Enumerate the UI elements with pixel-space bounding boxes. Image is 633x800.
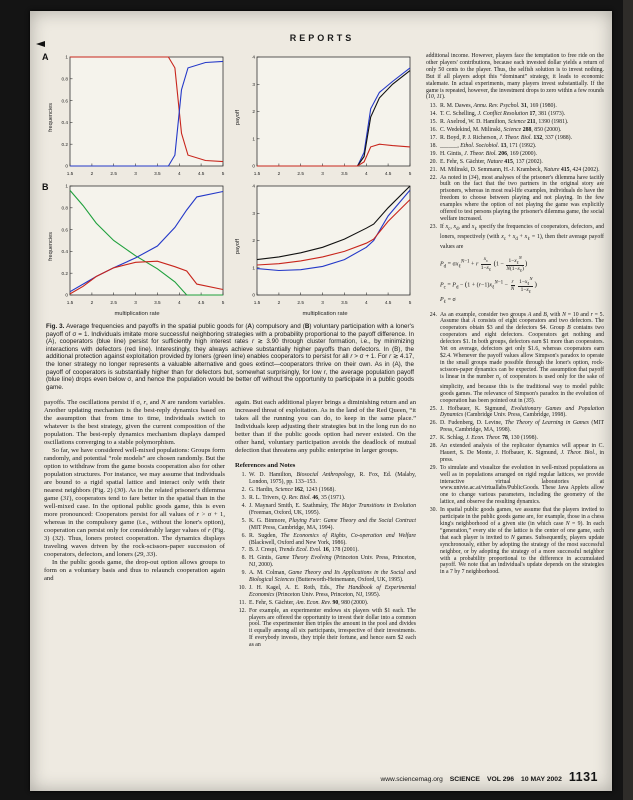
svg-text:1.5: 1.5 [66,300,74,305]
reference-item [426,435,604,442]
svg-text:1.5: 1.5 [66,171,74,176]
svg-text:4: 4 [252,54,255,60]
reference-item [426,224,604,251]
reference-item [235,547,416,554]
reference-number: 10. [238,584,246,591]
body-column-left [44,399,225,650]
svg-text:0.6: 0.6 [61,227,68,233]
reference-text: J. Maynard Smith, E. Szathmáry, The Major Transitions in Evolution (Freeman, Oxford, UK, 1995). [249,502,416,516]
svg-text:0: 0 [65,292,68,298]
reference-text: ______, Ethol. Sociobiol. 13, 171 (1992). [440,142,537,149]
reference-text: M. Milinski, D. Semmann, H.-J. Krambeck, Nature 415, 424 (2002). [440,166,600,173]
reference-item [235,600,416,607]
reference-text: For example, an experimenter endows six players with $1 each. The players are offered the opportunity to invest their dollar into a common pool. The experimenter then triples the amount in the pool and divides it equally among all six participants, irrespective of their investments. If everybody invests, they triple their fortune, and hence earn $2 each as an [249,607,416,649]
svg-text:1.5: 1.5 [253,171,261,176]
page-content [42,52,605,650]
scan-edge [623,0,633,800]
reference-text: G. Hardin, Science 162, 1243 (1968). [249,487,336,494]
equation: $P_d = \sigma x_\ell^{N-1} + r$ $x_c$ $1-x_\ell$ (1 − $1-x_\ell^N$ $N(1-x_\ell)$ ) [440,254,528,273]
svg-text:4: 4 [364,171,368,176]
y-axis-label-payoff: payoff [234,238,241,255]
reference-item [235,495,416,502]
reference-number: 4. [241,502,246,509]
reference-text: As noted in (34), most analyses of the prisoner's dilemma have tacitly built on the fact that the two partners in the original story are prisoners, whereas in most real-life examples, individuals do have the freedom to choose between playing and not playing. In the few examples where the option of not playing the game was explicitly offered to test persons playing the prisoner's dilemma game, the social welfare increased. [440,174,604,222]
figure-row-a [46,53,416,182]
reference-number: 2. [241,487,246,494]
svg-text:4.5: 4.5 [197,171,205,176]
running-head: REPORTS [289,33,355,43]
equation: $P_\ell = \sigma$ [440,297,456,306]
reference-item [426,143,604,150]
reference-number: 7. [241,547,246,554]
chart-b-payoff [242,182,414,311]
paragraph: payoffs. The oscillations persist if σ, r, and N are random variables. Another updating mechanism is the best-reply dynamics based on the assumption that from time to time, individuals switch to whatever is the best strategy, given the current composition of the population. The best-reply dynamics mechanism displays damped oscillations converging to a stable polymorphism. [44,399,226,447]
svg-text:2: 2 [252,109,255,115]
reference-number: 27. [429,435,437,442]
svg-text:3: 3 [252,82,255,87]
svg-text:3: 3 [134,300,137,305]
reference-item [426,127,604,134]
reference-number: 23. [429,223,437,230]
svg-text:3.5: 3.5 [154,300,161,305]
svg-text:4: 4 [177,300,181,305]
svg-text:3: 3 [134,171,137,176]
svg-text:0.4: 0.4 [61,120,68,126]
reference-item [235,487,416,494]
svg-text:4: 4 [252,183,255,189]
footer-volume: VOL 296 [486,776,515,783]
reference-item [426,167,604,174]
equation: $P_c = P_d - (1 + (r-1)x_\ell^{N-1}$ − $\frac{r}{N}$ $1-x_\ell^N$ $1-x_\ell$ ) [440,276,537,295]
reference-number: 21. [429,166,437,173]
reference-number: 18. [429,142,437,149]
svg-text:1: 1 [65,183,68,189]
reference-item [426,111,604,118]
svg-text:3: 3 [252,211,255,216]
reference-item [426,312,604,405]
page-footer [380,770,598,784]
svg-text:2.5: 2.5 [110,300,117,305]
reference-item [426,159,604,166]
reference-text: To simulate and visualize the evolution in well-mixed populations as well as in populations arranged on rigid regular lattices, we provide interactive virtual laboratories at www.univie.ac.at/virtuallabs/PublicGoods. These Java Applets allow one to change various parameters, including the geometry of the lattice, and observe the resulting dynamics. [440,464,604,506]
reference-item [426,406,604,420]
reference-number: 29. [429,464,437,471]
svg-text:2.5: 2.5 [110,171,117,176]
reference-number: 30. [429,507,437,514]
section-marker-icon [36,41,45,47]
figure-3 [44,53,416,317]
svg-text:2: 2 [277,300,281,305]
panel-b-label: B [42,182,49,192]
svg-text:2: 2 [252,238,255,244]
reference-text: W. D. Hamilton, Biosocial Anthropology, R. Fox, Ed. (Malaby, London, 1975), pp. 133–153. [249,472,416,486]
reference-item [426,103,604,110]
svg-text:1: 1 [252,265,255,271]
reference-item [235,608,416,649]
reference-number: 11. [238,599,246,606]
reference-number: 15. [429,119,437,126]
svg-text:2.5: 2.5 [297,171,304,176]
chart-b-frequencies [55,182,227,311]
journal-page [30,11,612,791]
reference-text: R. L. Trivers, Q. Rev. Biol. 46, 35 (1971). [249,495,346,502]
x-axis-label: multiplication rate [114,311,160,317]
paragraph: So far, we have considered well-mixed populations: Groups form randomly, and potential “role models” are chosen randomly. But the option to withdraw from the game boosts cooperation also for other population structures. For instance, we may assume that individuals are bound to a rigid spatial lattice and interact only with their nearest neighbors (Fig. 2) (30). As in the related prisoner's dilemma game (31), cooperators tend to fare better in the spatial than in the well-mixed case. In the optional public goods game, this is even more pronounced: Cooperators persist for all values of r > σ + 1, whereas in the compulsory game (i.e., without the loner's option), cooperation can persist only for considerably larger values of r (Fig. 3) (32). Thus, loners protect cooperation. The dynamics displays traveling waves driven by the rock-scissors-paper succession of cooperators, defectors, and loners (29, 33). [44,447,226,559]
svg-text:5: 5 [221,300,225,305]
svg-text:1.5: 1.5 [253,300,261,305]
reference-number: 19. [429,150,437,157]
reference-number: 8. [241,555,246,562]
svg-text:3: 3 [321,300,324,305]
reference-number: 20. [429,158,437,165]
references-column-right [426,53,604,650]
reference-text: E. Fehr, S. Gächter, Nature 415, 137 (2002). [440,158,543,165]
reference-text: As an example, consider two groups A and B, with N = 10 and r = 5. Assume that A consists of eight cooperators and two defectors. The cooperators obtain $3 and the defectors $4. Group B contains two cooperators and eight defectors. Cooperators get nothing and defectors $1. In both groups, defectors earn $1 more than cooperators. Yet on average, defectors get only $1.6, whereas cooperators earn $2.4. Whenever the payoff values allow Simpson's paradox to operate in the small groups made possible through the loner's option, rock-scissors-paper dynamics can be expected. The assumption that payoff is linear in the number $n_c$ of cooperators is used only for the sake of simplicity, and because this is the traditional way to model public goods games. The relevance of Simpson's paradox in the evolution of cooperation has been pointed out in (35). [440,311,605,404]
svg-text:4.5: 4.5 [384,300,392,305]
footer-page-number: 1131 [568,770,598,784]
reference-text: J. Hofbauer, K. Sigmund, Evolutionary Games and Population Dynamics (Cambridge Univ. Press, Cambridge, 1998). [440,405,604,419]
references-list-right [426,103,604,576]
reference-item [426,420,604,434]
svg-text:4: 4 [364,300,368,305]
reference-text: E. Fehr, S. Gächter, Am. Econ. Rev. 90, 980 (2000). [249,599,369,606]
reference-12-continuation: additional income. However, players face the temptation to free ride on the other players' contributions, because each invested dollar yields a return of only 50 cents to the player. Thus, the selfish solution is to invest nothing. But if all players adopt this “dominant” strategy, it leads to economic stalemate. In actual experiments, many players invest substantially. If the game is repeated, however, the investment drops to zero within a few rounds (10, 11). [426,53,604,101]
reference-text: T. C. Schelling, J. Conflict Resolution 17, 381 (1973). [440,111,566,118]
svg-text:5: 5 [221,171,225,176]
reference-item [235,570,416,584]
references-list-mid [235,472,416,649]
reference-text: R. Axelrod, W. D. Hamilton, Science 211, 1390 (1981). [440,119,569,126]
reference-item [235,555,416,569]
body-column-middle [235,399,416,650]
reference-number: 22. [429,174,437,181]
reference-text: In spatial public goods games, we assume that the players invited to participate in the public goods game are, for example, those in a chess king's neighborhood of a given site (in which case N = 9). In each “generation,” every site of the lattice is the center of one game, such that each player is invited to N games. Subsequently, players update synchronously, either by adopting the strategy of the most successful neighbor, or by adopting the strategy of a more successful neighbor with a probability proportional to the difference in accumulated payoff. We note that an individual's update depends on the strategies in a 7 by 7 neighborhood. [440,507,604,576]
reference-number: 13. [429,103,437,110]
reference-number: 26. [429,420,437,427]
reference-item [426,443,604,464]
footer-url: www.sciencemag.org [380,776,443,783]
x-axis-label: multiplication rate [302,311,348,317]
svg-text:0: 0 [65,163,68,169]
chart-cell-a-payoff [233,53,414,182]
reference-number: 12. [238,607,246,614]
reference-item [235,533,416,547]
chart-a-payoff [242,53,414,182]
y-axis-label-frequencies: frequencies [47,103,54,132]
equation-block [440,255,604,308]
svg-text:0.4: 0.4 [61,249,68,255]
reference-number: 9. [241,570,246,577]
svg-text:5: 5 [408,171,412,176]
svg-text:3.5: 3.5 [341,171,348,176]
figure-caption: Fig. 3. Average frequencies and payoffs in the spatial public goods for (A) compulsory and (B) voluntary participation with a loner's payoff of σ = 1. Individuals imitate more successful neighboring strategies with a probability proportional to the payoff difference. In (A), cooperators (blue line) persist for sufficiently high interest rates r ≳ 3.90 through cluster formation, i.e., by minimizing interactions with defectors (red line). Interestingly, they always achieve substantially higher payoffs than defectors. In (B), the additional protection against exploitation provided by loners (green line) enables cooperators to persist for all r > σ + 1. For r ≳ 4.17, the loner strategy no longer represents a valuable alternative and goes extinct—cooperators thrive on their own. As in (A), the payoff of cooperators is substantially higher than for defectors but, somewhat surprisingly, for low r, the average population payoff (blue line) drops even below σ, and hence the population would be better off without the opportunity to participate in a public goods game. [46,323,415,391]
svg-text:4: 4 [177,171,181,176]
body-columns [44,399,416,650]
reference-item [426,135,604,142]
svg-text:0.2: 0.2 [61,270,68,276]
x-axis-labels [46,311,416,317]
svg-text:0.8: 0.8 [61,76,68,82]
figure-row-b [46,182,416,311]
svg-text:3: 3 [321,171,324,176]
svg-text:3.5: 3.5 [341,300,348,305]
reference-text: If $x_c$, $x_d$, and $x_\ell$ specify the frequencies of cooperators, defectors, and loners, respectively (with $x_c + x_d + x_\ell = 1$), then their average payoff values are [440,223,605,250]
reference-text: An extended analysis of the replicator dynamics will appear in C. Hauert, S. De Monte, J. Hofbauer, K. Sigmund, J. Theor. Biol., in press. [440,443,605,463]
reference-number: 14. [429,111,437,118]
reference-text: K. Schlag, J. Econ. Theor. 78, 130 (1998). [440,435,538,442]
reference-item [235,503,416,517]
reference-number: 25. [429,405,437,412]
reference-number: 28. [429,443,437,450]
svg-text:0.2: 0.2 [61,141,68,147]
svg-text:2: 2 [90,171,94,176]
reference-number: 1. [241,472,246,479]
reference-text: R. Boyd, P. J. Richerson, J. Theor. Biol. 132, 337 (1988). [440,134,573,141]
reference-item [426,175,604,223]
reference-number: 5. [241,517,246,524]
svg-text:4.5: 4.5 [197,300,205,305]
y-axis-label-payoff: payoff [234,109,241,126]
reference-text: J. H. Kagel, A. E. Roth, Eds., The Handbook of Experimental Economics (Princeton Univ. Press, Princeton, NJ, 1995). [249,584,416,598]
svg-text:0: 0 [252,292,255,298]
reference-number: 6. [241,532,246,539]
svg-text:2: 2 [90,300,94,305]
svg-text:2: 2 [277,171,281,176]
reference-text: A. M. Colman, Game Theory and Its Applications in the Social and Biological Sciences (Butterworth-Heinemann, Oxford, UK, 1995). [249,570,416,584]
chart-cell-a-frequencies [46,53,227,182]
reference-item [426,151,604,158]
svg-text:2.5: 2.5 [297,300,304,305]
reference-item [426,465,604,506]
svg-text:4.5: 4.5 [384,171,392,176]
reference-text: R. M. Dawes, Annu. Rev. Psychol. 31, 169 (1980). [440,103,557,110]
svg-text:0: 0 [252,163,255,169]
footer-date: 10 MAY 2002 [521,776,562,783]
y-axis-label-frequencies: frequencies [47,232,54,261]
svg-text:1: 1 [252,136,255,142]
reference-number: 24. [429,311,437,318]
reference-text: C. Wedekind, M. Milinski, Science 288, 850 (2000). [440,127,562,134]
svg-text:5: 5 [408,300,412,305]
reference-item [426,507,604,576]
svg-text:0.6: 0.6 [61,98,68,104]
reference-number: 16. [429,127,437,134]
reference-text: H. Gintis, Game Theory Evolving (Princeton Univ. Press, Princeton, NJ, 2000). [249,555,416,569]
reference-text: R. Sugden, The Economics of Rights, Co-operation and Welfare (Blackwell, Oxford and New York, 1986). [249,532,416,546]
reference-item [426,119,604,126]
references-heading: References and Notes [235,462,296,470]
chart-a-frequencies [55,53,227,182]
reference-text: H. Gintis, J. Theor. Biol. 206, 169 (2000). [440,150,537,157]
svg-text:3.5: 3.5 [154,171,161,176]
svg-text:1: 1 [65,54,68,60]
body-middle-text [235,399,416,455]
left-region [44,53,416,650]
svg-text:0.8: 0.8 [61,205,68,211]
paragraph: In the public goods game, the drop-out option allows groups to form on a voluntary basis and thus to relaunch cooperation again and [44,559,225,583]
reference-text: D. Fudenberg, D. Levine, The Theory of Learning in Games (MIT Press, Cambridge, MA, 1998). [440,420,604,434]
paragraph: again. But each additional player brings a diminishing return and an increased threat of exploitation. As in the land of the Red Queen, “it takes all the running you can do, to keep in the same place.” Individuals keep adjusting their strategies but in the long run do no better than if the public goods option had never existed. On the other hand, voluntary participation avoids the deadlock of mutual defection that threatens any public enterprise in larger groups. [235,399,416,455]
chart-cell-b-payoff [233,182,414,311]
reference-item [235,518,416,532]
panel-a-label: A [42,52,49,62]
reference-text: K. G. Binmore, Playing Fair: Game Theory and the Social Contract (MIT Press, Cambridge, MA, 1994). [249,517,416,531]
reference-text: B. J. Crespi, Trends Ecol. Evol. 16, 178 (2001). [249,547,359,554]
reference-number: 17. [429,134,437,141]
reference-number: 3. [241,495,246,502]
chart-cell-b-frequencies [46,182,227,311]
reference-item [235,472,416,486]
footer-journal: SCIENCE [449,776,480,783]
reference-item [235,585,416,599]
